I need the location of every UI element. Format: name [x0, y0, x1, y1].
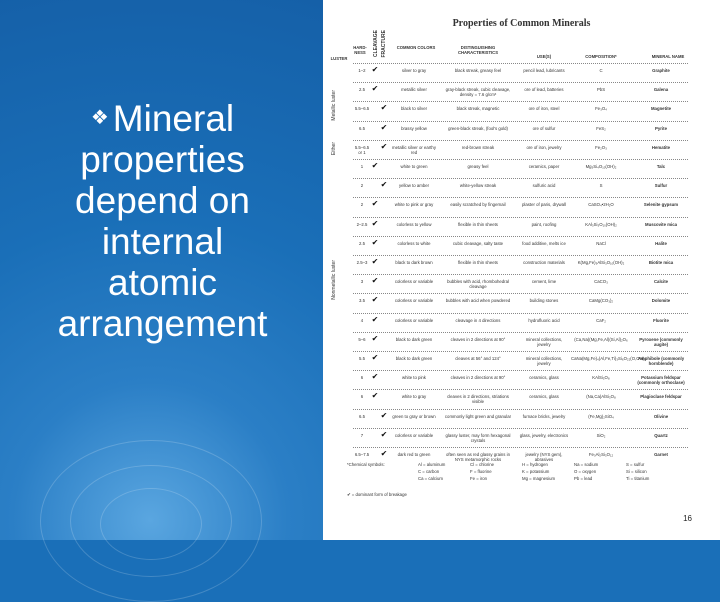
cell-hardness: 5.5–6.5 or 1	[354, 144, 370, 155]
header-composition: COMPOSITION*	[585, 54, 617, 59]
cell-hardness: 3	[360, 279, 364, 285]
cell-colors: black to silver	[400, 106, 428, 112]
bullet-icon: ❖	[90, 107, 109, 129]
chemical-symbol: K = potassium	[522, 469, 550, 474]
cell-comp: Fe₃Al₂Si₃O₁₂	[588, 452, 614, 457]
cell-hardness: 2	[360, 202, 364, 208]
cell-comp: CaMg(CO₃)₂	[588, 298, 614, 304]
cell-comp: C	[599, 68, 603, 73]
cell-name: Pyroxene (commonly augite)	[639, 336, 683, 347]
chemical-symbol: Pb = lead	[574, 476, 593, 481]
table-row	[353, 121, 688, 141]
cell-colors: silver to gray	[401, 68, 427, 73]
cell-hardness: 2.5	[359, 87, 365, 93]
cell-chars: cleavage in 4 directions	[455, 317, 501, 323]
cell-hardness: 7	[360, 432, 364, 438]
cell-comp: KAl₃Si₃O₁₀(OH)₂	[585, 221, 617, 227]
cell-uses: hydrofluoric acid	[528, 317, 560, 323]
luster-group-label: Nonmetallic luster	[331, 260, 337, 300]
cell-hardness: 2	[360, 183, 364, 189]
cell-comp: SiO₂	[596, 432, 606, 438]
cell-colors: brassy yellow	[401, 125, 427, 131]
check-icon: ✔	[371, 257, 379, 266]
cell-hardness: 6.5	[359, 413, 365, 419]
check-icon: ✔	[371, 295, 379, 305]
header-colors: COMMON COLORS	[396, 45, 436, 50]
cell-name: Pyrite	[655, 125, 667, 131]
cell-comp: CaF₂	[596, 317, 606, 323]
bullet-first-line	[30, 98, 295, 139]
cell-name: Calcite	[653, 279, 669, 285]
cell-uses: mineral collections, jewelry	[525, 336, 563, 347]
cell-hardness: 6	[360, 394, 364, 400]
cell-colors: metallic silver or earthy red	[392, 144, 436, 155]
chemical-symbol: Fe = iron	[470, 476, 488, 481]
footnote-label: *Chemical symbols:	[347, 462, 385, 467]
header-cleavage: CLEAVAGE	[373, 30, 379, 58]
cell-colors: colorless to white	[397, 240, 431, 246]
cell-name: Halite	[655, 240, 667, 246]
table-row	[353, 332, 688, 352]
chemical-symbol: Al = aluminum	[418, 462, 446, 467]
cell-chars: greasy feel	[467, 164, 489, 169]
check-icon: ✔	[380, 429, 388, 439]
cell-uses: ore of iron, jewelry	[526, 144, 562, 150]
cell-chars: black streak, magnetic	[456, 106, 500, 112]
table-row	[353, 63, 688, 83]
cell-name: Plagioclase feldspar	[640, 394, 682, 400]
cell-name: Selenite gypsum	[643, 202, 679, 208]
cell-name: Sulfur	[654, 183, 668, 189]
chemical-symbol: S = sulfur	[626, 462, 645, 467]
cell-colors: dark red to green	[397, 452, 431, 457]
bullet-text: internal	[101, 221, 224, 262]
check-icon: ✔	[371, 353, 379, 362]
cell-comp: Mg₃Si₄O₁₀(OH)₂	[585, 164, 617, 169]
cell-name: Quartz	[654, 432, 668, 438]
cell-name: Dolomite	[651, 298, 671, 304]
chemical-symbol: Mg = magnesium	[522, 476, 556, 481]
decorative-ripple	[100, 488, 202, 560]
cell-chars: white-yellow streak	[459, 183, 497, 189]
cell-comp: PbS	[596, 87, 606, 93]
cell-uses: ceramics, paper	[528, 164, 560, 169]
check-icon: ✔	[371, 314, 379, 324]
table-row	[353, 197, 688, 217]
slide-text	[30, 98, 295, 344]
luster-group-label: Metallic luster	[331, 90, 337, 121]
cell-colors: colorless or variable	[394, 432, 434, 438]
cell-hardness: 3.5	[359, 298, 365, 304]
cell-chars: cleaves in 2 directions at 90°	[450, 375, 506, 381]
cell-name: Garnet	[654, 452, 668, 457]
bullet-text: depend on	[75, 180, 250, 221]
cell-colors: colorless or variable	[394, 317, 434, 323]
cell-name: Fluorite	[653, 317, 669, 323]
cell-comp: FeS₂	[596, 125, 606, 131]
header-uses: USE(S)	[536, 54, 552, 59]
cell-colors: colorless or variable	[394, 279, 434, 285]
cell-uses: plaster of paris, drywall	[522, 202, 566, 208]
cell-chars: flexible in thin sheets	[458, 260, 498, 265]
cell-uses: ore of lead, batteries	[524, 87, 564, 93]
cell-chars: red-brown streak	[461, 144, 495, 150]
header-hardness: HARD-NESS	[353, 45, 367, 55]
cell-uses: cement, lime	[531, 279, 557, 285]
table-row	[353, 159, 688, 179]
cell-hardness: 5.5–6.5	[354, 106, 370, 112]
cell-colors: metallic silver	[401, 87, 427, 93]
cell-chars: commonly light green and granular	[444, 413, 512, 419]
cell-hardness: 5–6	[358, 336, 366, 342]
cell-uses: building stones	[529, 298, 559, 304]
cell-uses: sulfuric acid	[532, 183, 556, 189]
cell-chars: gray-black streak, cubic cleavage, density = 7.6 g/cm³	[445, 87, 511, 98]
cell-colors: white to pink	[402, 375, 426, 381]
check-icon: ✔	[380, 410, 388, 420]
cell-chars: flexible in thin sheets	[458, 221, 498, 227]
table-row	[353, 217, 688, 237]
chemical-symbol: Si = silicon	[626, 469, 647, 474]
check-icon: ✔	[371, 372, 379, 382]
cell-uses: glass, jewelry, electronics	[519, 432, 569, 438]
check-icon: ✔	[371, 65, 379, 74]
cell-name: Magnetite	[650, 106, 672, 112]
cell-chars: green-black streak, (fool's gold)	[448, 125, 508, 131]
cell-uses: food additive, melts ice	[522, 240, 566, 246]
chemical-symbol: O = oxygen	[574, 469, 597, 474]
cell-hardness: 6.5–7.5	[354, 452, 370, 457]
cell-colors: black to dark green	[395, 336, 433, 342]
table-row	[353, 313, 688, 333]
cell-uses: construction materials	[523, 260, 565, 265]
cell-name: Hematite	[651, 144, 671, 150]
table-row	[353, 178, 688, 198]
table-row	[353, 409, 688, 429]
cell-hardness: 6.5	[359, 125, 365, 131]
cell-uses: paint, roofing	[531, 221, 557, 227]
check-icon: ✔	[371, 199, 379, 209]
cell-colors: colorless or variable	[394, 298, 434, 304]
chemical-symbol: H = hydrogen	[522, 462, 548, 467]
check-icon: ✔	[371, 218, 379, 228]
chemical-symbol: Ca = calcium	[418, 476, 443, 481]
table-row	[353, 255, 688, 275]
cell-name: Biotite mica	[648, 260, 674, 265]
table-row	[353, 370, 688, 390]
cell-colors: white to gray	[401, 394, 427, 400]
cell-comp: K(Mg,Fe)₃AlSi₃O₁₀(OH)₂	[577, 260, 625, 265]
cell-colors: green to gray or brown	[392, 413, 436, 419]
cell-chars: black streak, greasy feel	[454, 68, 502, 73]
bullet-text: properties	[80, 139, 245, 180]
check-icon: ✔	[371, 391, 379, 401]
page-number: 16	[683, 514, 692, 523]
cell-colors: white to pink or gray	[394, 202, 434, 208]
cell-uses: mineral collections, jewelry	[525, 356, 563, 366]
table-row	[353, 428, 688, 448]
cell-chars: cubic cleavage, salty taste	[452, 240, 504, 246]
cell-hardness: 2–2.5	[356, 221, 368, 227]
chemical-symbol: Ti = titanium	[626, 476, 650, 481]
chemical-symbol: Cl = chlorine	[470, 462, 495, 467]
check-icon: ✔	[371, 276, 379, 286]
table-row	[353, 389, 688, 409]
cell-chars: bubbles with acid, rhombohedral cleavage	[447, 279, 509, 290]
cell-hardness: 4	[360, 317, 364, 323]
header-luster: LUSTER	[330, 56, 348, 61]
check-icon: ✔	[380, 141, 388, 151]
table-row	[353, 293, 688, 313]
chemical-symbol: Na = sodium	[574, 462, 599, 467]
table-row	[353, 351, 688, 371]
check-icon: ✔	[380, 122, 388, 132]
header-mineral-name: MINERAL NAME	[651, 54, 685, 59]
table-row	[353, 236, 688, 256]
cell-comp: Fe₂O₃	[595, 144, 607, 150]
cleavage-note: ✔ = dominant form of breakage	[347, 492, 407, 497]
table-row	[353, 82, 688, 102]
cell-comp: (Fe,Mg)₂SiO₄	[588, 413, 614, 419]
bullet-text: Mineral	[112, 98, 235, 139]
cell-name: Amphibole (commonly hornblende)	[637, 356, 685, 366]
cell-chars: bubbles with acid when powdered	[445, 298, 511, 304]
check-icon: ✔	[380, 103, 388, 113]
cell-hardness: 1–2	[358, 68, 366, 73]
cell-uses: ceramics, glass	[529, 394, 559, 400]
cell-hardness: 2.5–3	[356, 260, 368, 265]
table-row	[353, 101, 688, 121]
cell-comp: CaNa(Mg,Fe)₄(Al,Fe,Ti)₃Si₆O₂₂(O,OH)₂	[571, 356, 646, 361]
cell-uses: pencil lead, lubricants	[523, 68, 565, 73]
cell-hardness: 5.5	[359, 356, 365, 361]
cell-name: Graphite	[652, 68, 670, 73]
cell-uses: ore of sulfur	[532, 125, 556, 131]
table-title: Properties of Common Minerals	[452, 18, 591, 29]
cell-comp: S	[599, 183, 603, 189]
cell-uses: ore of iron, steel	[528, 106, 560, 112]
cell-name: Potassium feldspar (commonly orthoclase)	[637, 375, 685, 386]
bullet-text: atomic	[108, 262, 217, 303]
check-icon: ✔	[371, 84, 379, 94]
cell-hardness: 2.5	[359, 240, 365, 246]
cell-name: Olivine	[653, 413, 669, 419]
cell-uses: ceramics, glass	[529, 375, 559, 381]
cell-colors: colorless to yellow	[396, 221, 432, 227]
minerals-table-image	[323, 0, 720, 540]
table-row	[353, 274, 688, 294]
cell-uses: jewelry (NYS gem), abrasives	[525, 452, 563, 462]
cell-uses: furnace bricks, jewelry	[522, 413, 566, 419]
cell-colors: yellow to amber	[398, 183, 430, 189]
check-icon: ✔	[371, 161, 379, 170]
check-icon: ✔	[380, 449, 388, 458]
cell-comp: (Ca,Na)(Mg,Fe,Al)(Si,Al)₂O₆	[574, 336, 628, 342]
table-row	[353, 140, 688, 160]
cell-hardness: 6	[360, 375, 364, 381]
cell-comp: CaSO₄•2H₂O	[588, 202, 614, 208]
bullet-text: arrangement	[57, 303, 268, 344]
check-icon: ✔	[371, 333, 379, 343]
cell-chars: easily scratched by fingernail	[450, 202, 506, 208]
cell-comp: Fe₃O₄	[595, 106, 607, 112]
cell-chars: cleaves at 56° and 124°	[455, 356, 501, 361]
cell-comp: NaCl	[596, 240, 606, 246]
cell-chars: often seen as red glassy grains in NYS metamorphic rocks	[445, 452, 510, 462]
cell-comp: CaCO₃	[594, 279, 608, 285]
chemical-symbol: C = carbon	[418, 469, 440, 474]
cell-colors: black to dark brown	[395, 260, 433, 265]
cell-comp: KAlSi₃O₈	[592, 375, 610, 381]
cell-colors: black to dark green	[395, 356, 433, 361]
header-characteristics: DISTINGUISHING CHARACTERISTICS	[457, 45, 498, 55]
cell-name: Talc	[656, 164, 666, 169]
check-icon: ✔	[380, 180, 388, 190]
cell-chars: cleaves in 2 directions at 90°	[450, 336, 506, 342]
header-fracture: FRACTURE	[381, 30, 387, 58]
cell-hardness: 1	[360, 164, 364, 169]
cell-chars: cleaves in 2 directions, striations visible	[447, 394, 509, 405]
luster-group-label: Either	[331, 142, 337, 156]
cell-name: Galena	[653, 87, 669, 93]
cell-name: Muscovite mica	[644, 221, 677, 227]
cell-comp: (Na,Ca)AlSi₃O₈	[586, 394, 616, 400]
cell-chars: glassy luster, may form hexagonal crystals	[445, 432, 511, 443]
cell-colors: white to green	[400, 164, 428, 169]
check-icon: ✔	[371, 237, 379, 247]
chemical-symbol: F = fluorine	[470, 469, 492, 474]
